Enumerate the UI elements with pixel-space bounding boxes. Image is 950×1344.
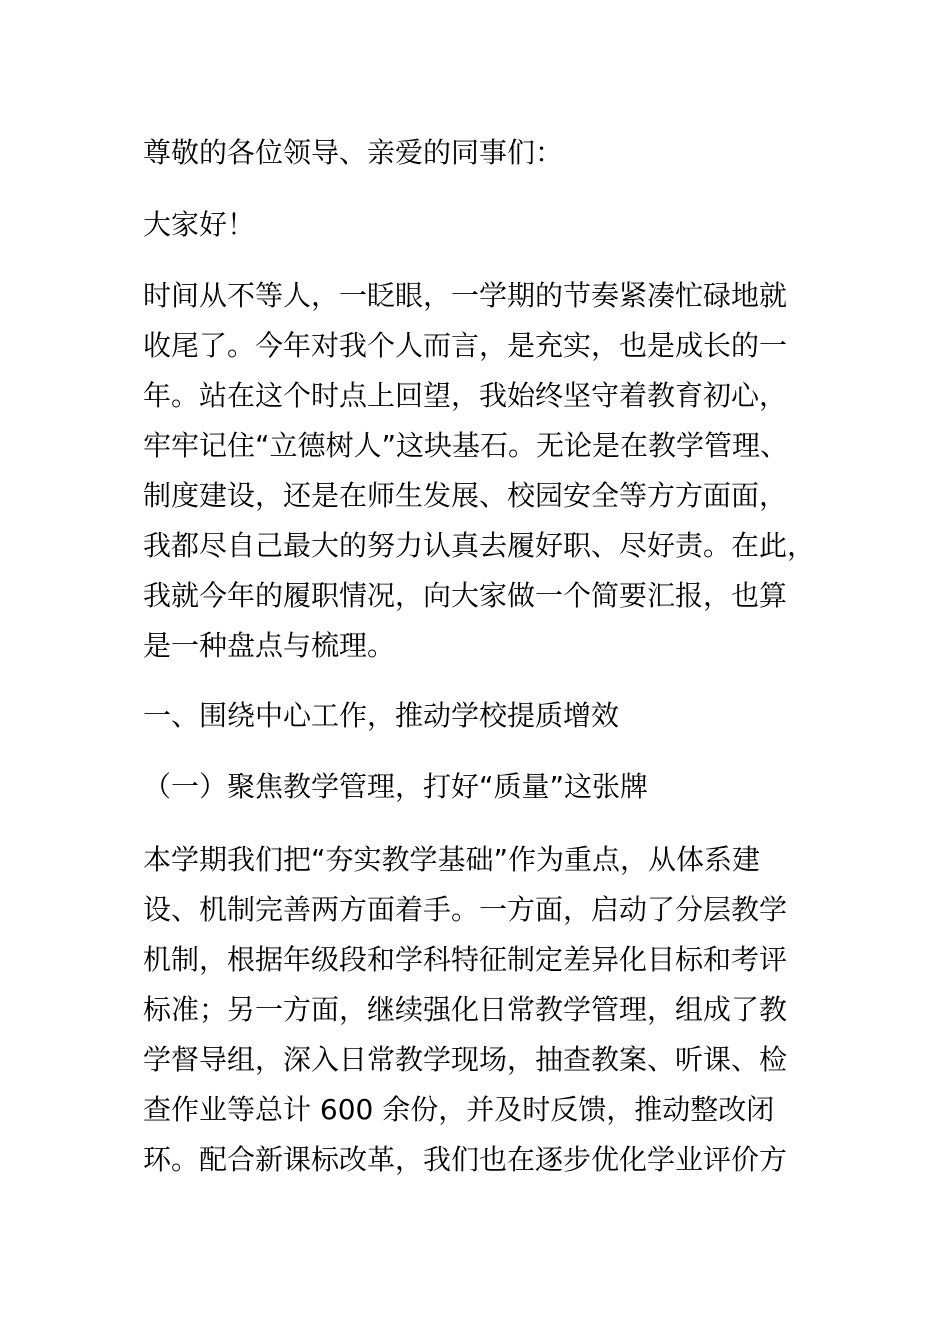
- section-heading: [143, 691, 843, 741]
- body-line: 标准；另一方面，继续强化日常教学管理，组成了教: [143, 993, 788, 1026]
- intro-line: 收尾了。今年对我个人而言，是充实，也是成长的一: [143, 329, 788, 362]
- body-line: 查作业等总计 600 余份，并及时反馈，推动整改闭: [143, 1093, 775, 1126]
- intro-line: 我都尽自己最大的努力认真去履好职、尽好责。在此，: [143, 529, 816, 562]
- subsection-heading: [143, 762, 843, 812]
- salutation-text: 大家好！: [143, 208, 256, 241]
- salutation-line: [143, 200, 843, 250]
- intro-line: 年。站在这个时点上回望，我始终坚守着教育初心，: [143, 379, 788, 412]
- section-heading-text: 一、围绕中心工作，推动学校提质增效: [143, 699, 620, 732]
- body-line: 机制，根据年级段和学科特征制定差异化目标和考评: [143, 943, 788, 976]
- body-line: 本学期我们把“夯实教学基础”作为重点，从体系建: [143, 843, 761, 876]
- body-line: 学督导组，深入日常教学现场，抽查教案、听课、检: [143, 1043, 788, 1076]
- intro-line: 时间从不等人，一眨眼，一学期的节奏紧凑忙碌地就: [143, 279, 788, 312]
- subsection-heading-text: （一）聚焦教学管理，打好“质量”这张牌: [143, 770, 649, 803]
- body-paragraph: [143, 835, 843, 1185]
- body-line: 环。配合新课标改革，我们也在逐步优化学业评价方: [143, 1143, 788, 1176]
- intro-line: 是一种盘点与梳理。: [143, 629, 396, 662]
- intro-line: 制度建设，还是在师生发展、校园安全等方方面面，: [143, 479, 788, 512]
- greeting-text: 尊敬的各位领导、亲爱的同事们：: [143, 136, 564, 169]
- body-line: 设、机制完善两方面着手。一方面，启动了分层教学: [143, 893, 788, 926]
- greeting-line: [143, 128, 843, 178]
- intro-line: 牢牢记住“立德树人”这块基石。无论是在教学管理、: [143, 429, 789, 462]
- intro-paragraph: [143, 271, 843, 671]
- intro-line: 我就今年的履职情况，向大家做一个简要汇报，也算: [143, 579, 788, 612]
